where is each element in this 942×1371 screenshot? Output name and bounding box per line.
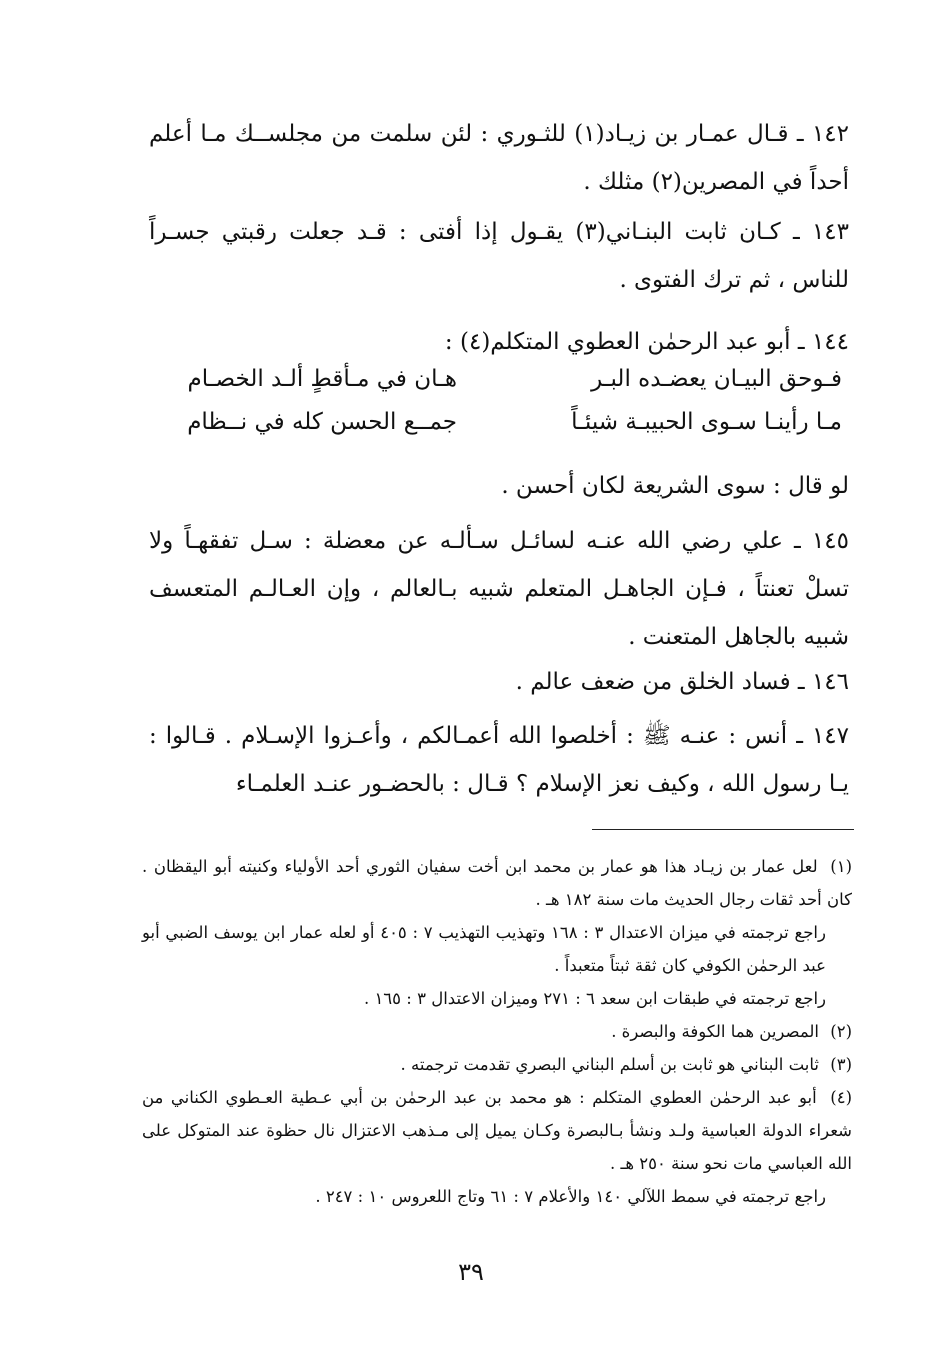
paragraph-143: ١٤٣ ـ كـان ثابت البنـاني(٣) يقـول إذا أفتى : قـد جعلت رقبتي جسـراً للناس ، ثم ترك الفتوى . [149,219,849,293]
verse-2-first-hemistich: مـا رأينـا سـوى الحبيبـة شيئـاً [571,409,842,435]
verse-2-second-hemistich: جمــع الحسن كله في نــظام [187,409,457,435]
footnote-1-text: لعل عمار بن زيـاد هذا هو عمار بن محمد ابن أخت سفيان الثوري أحد الأولياء وكنيته أبو اليقظان . كان أحد ثقات رجال الحديث مات سنة ١٨٢ هـ . [142,857,852,909]
footnote-3-text: ثابت البناني هو ثابت بن أسلم البناني البصري تقدمت ترجمته . [400,1055,819,1074]
paragraph-146: ١٤٦ ـ فساد الخلق من ضعف عالم . [515,669,849,695]
footnote-1-number: (١) [830,857,853,876]
footnote-4-text: أبو عبد الرحمٰن العطوي المتكلم : هو محمد بن عبد الرحمٰن بن أبي عـطية العـطوي الكناني من شعراء الدولة العباسية ولـد ونشأ بـالبصرة وكـان يميل إلى مـذهب الاعتزال نال حظوة عند المتوكل على الله العباسي مات نحو سنة ٢٥٠ هـ . [142,1088,852,1173]
verse-1-first-hemistich: فـوحق البيـان يعضـده البـر [591,366,842,392]
footnote-1-reference-2: راجع ترجمته في طبقات ابن سعد ٦ : ٢٧١ وميزان الاعتدال ٣ : ١٦٥ . [363,989,826,1008]
paragraph-142: ١٤٢ ـ قـال عمـار بن زيـاد(١) للثـوري : لئن سلمت من مجلســك مـا أعلم أحداً في المصرين(٢) مثلك . [149,121,849,195]
footnote-2 [142,1015,852,1048]
paragraph-145: ١٤٥ ـ علي رضي الله عنـه لسائـل سـألـه عن معضلة : سـل تفقهـاً ولا تسلْ تعنتاً ، فـإن الجاهـل المتعلم شبيه بـالعالم ، وإن العـالـم المتعسف شبيه بالجاهل المتعنت . [149,528,849,650]
footnote-3 [142,1048,852,1081]
footnote-4 [142,1081,852,1180]
footnote-4-reference: راجع ترجمته في سمط اللآلي ١٤٠ والأعلام ٧ : ٦١ وتاج اللعروس ١٠ : ٢٤٧ . [315,1187,826,1206]
paragraph-144: ١٤٤ ـ أبو عبد الرحمٰن العطوي المتكلم(٤) : [444,329,849,355]
commentary-line: لو قال : سوى الشريعة لكان أحسن . [501,473,849,499]
footnote-3-number: (٣) [830,1055,852,1074]
footnote-2-number: (٢) [830,1022,852,1041]
footnote-1 [142,850,852,916]
footnotes [142,850,852,1213]
footnote-1-reference-1: راجع ترجمته في ميزان الاعتدال ٣ : ١٦٨ وتهذيب التهذيب ٧ : ٤٠٥ أو لعله عمار ابن يوسف الضبي أبو عبد الرحمٰن الكوفي كان ثقة ثبتاً متعبداً . [142,923,826,975]
paragraph-147: ١٤٧ ـ أنس : عنـه ﷺ : أخلصوا الله أعمـالكم ، وأعـزوا الإسـلام . قـالوا : يـا رسول الله ، وكيف نعز الإسلام ؟ قـال : بالحضـور عنـد العلمـاء [149,723,849,797]
footnote-separator [592,829,854,830]
verse-1-second-hemistich: هـان في مـأقطٍ ألـد الخصـام [187,366,457,392]
footnote-4-number: (٤) [830,1088,852,1107]
page-number: ٣٩ [458,1258,484,1286]
footnote-2-text: المصرين هما الكوفة والبصرة . [611,1022,819,1041]
